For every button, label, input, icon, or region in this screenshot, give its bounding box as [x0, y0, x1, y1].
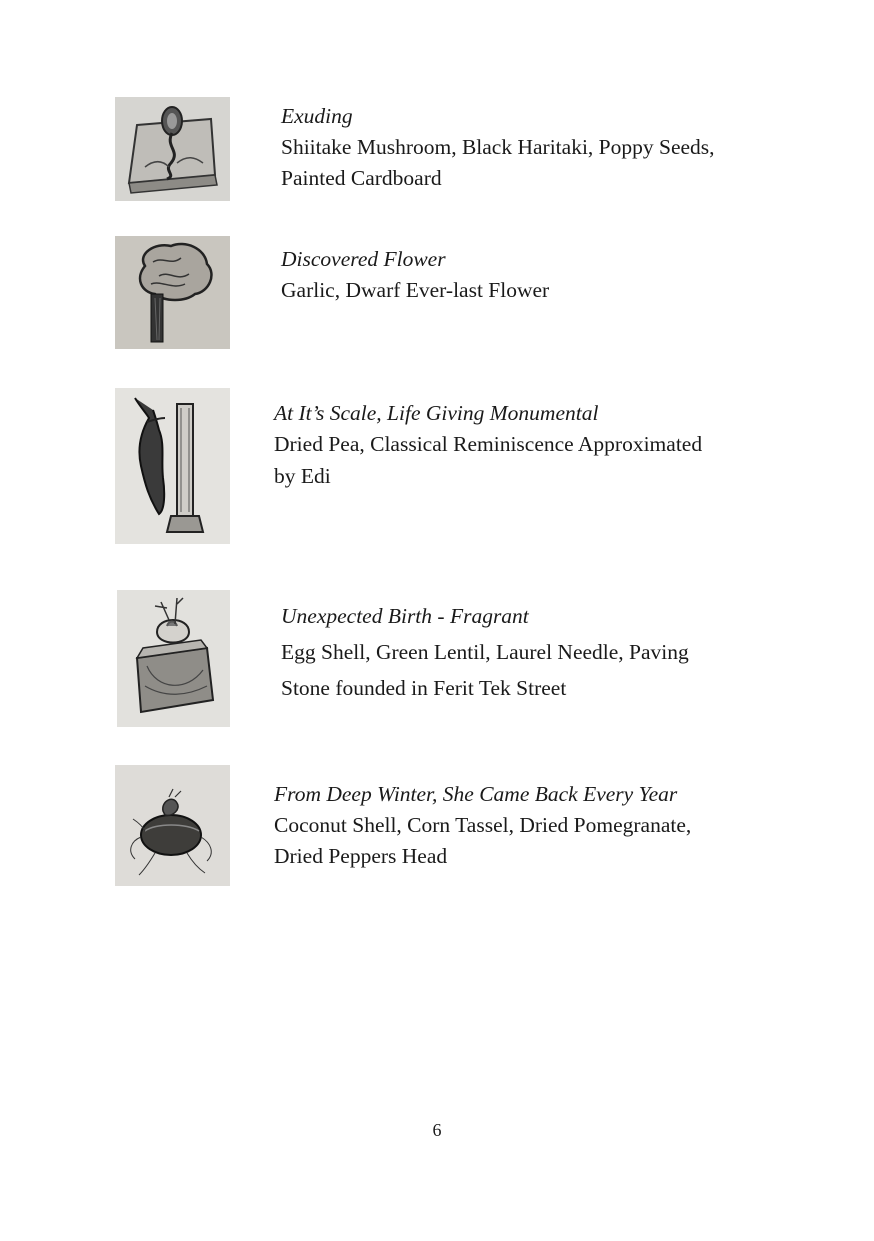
artwork-materials: Egg Shell, Green Lentil, Laurel Needle, Paving [281, 640, 689, 664]
artwork-title: Exuding [281, 104, 353, 128]
artwork-title: At It’s Scale, Life Giving Monumental [274, 401, 599, 425]
sketch-egg-on-stone-image [117, 590, 230, 727]
artwork-materials: Dried Pea, Classical Reminiscence Approximated [274, 432, 703, 456]
artwork-materials: by Edi [274, 464, 331, 488]
artwork-materials: Stone founded in Ferit Tek Street [281, 676, 567, 700]
artwork-materials: Dried Peppers Head [274, 844, 448, 868]
artwork-title: From Deep Winter, She Came Back Every Year [274, 782, 678, 806]
artwork-title: Unexpected Birth - Fragrant [281, 604, 529, 628]
sketch-garlic-flower-image [115, 236, 230, 349]
sketch-mushroom-on-cardboard-image [115, 97, 230, 201]
artwork-materials: Coconut Shell, Corn Tassel, Dried Pomegranate, [274, 813, 692, 837]
artwork-materials: Shiitake Mushroom, Black Haritaki, Poppy Seeds, [281, 135, 715, 159]
sketch-coconut-nest-image [115, 765, 230, 886]
artwork-title: Discovered Flower [281, 247, 446, 271]
sketch-pea-column-image [115, 388, 230, 544]
artwork-materials: Garlic, Dwarf Ever-last Flower [281, 278, 550, 302]
page-number: 6 [432, 1120, 442, 1140]
artwork-materials: Painted Cardboard [281, 166, 442, 190]
